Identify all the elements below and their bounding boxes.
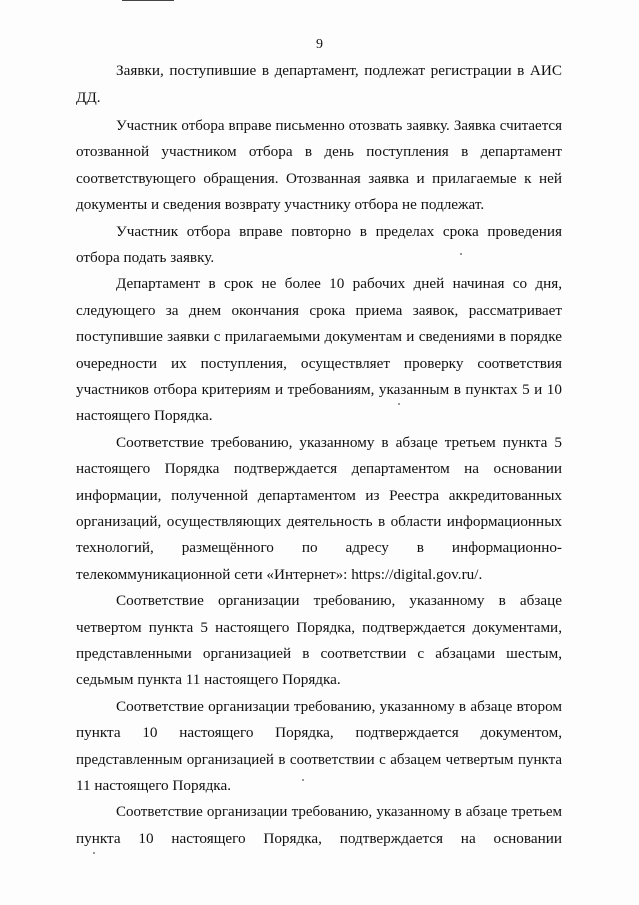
text-line: очередности их поступления, осуществляет проверку соответствия (76, 355, 562, 372)
text-line: 11 настоящего Порядка. (76, 777, 231, 794)
scan-speck (398, 403, 400, 405)
text-line: участников отбора критериям и требованиям, указанным в пунктах 5 и 10 (76, 381, 562, 398)
scan-speck (302, 779, 304, 781)
text-line: Участник отбора вправе письменно отозвать заявку. Заявка считается (116, 118, 562, 134)
text-line: Соответствие организации требованию, указанному в абзаце втором (116, 698, 562, 715)
text-line: технологий, размещённого по адресу в информационно- (76, 539, 562, 556)
text-line: Соответствие требованию, указанному в абзаце третьем пункта 5 (116, 434, 562, 451)
scan-edge-mark (122, 0, 174, 1)
text-line: документы и сведения возврату участнику отбора не подлежат. (76, 196, 485, 213)
text-line: пункта 10 настоящего Порядка, подтверждается на основании (76, 830, 562, 847)
text-line: телекоммуникационной сети «Интернет»: https://digital.gov.ru/. (76, 566, 483, 583)
text-line: Заявки, поступившие в департамент, подлежат регистрации в АИС (116, 62, 562, 79)
text-line: Соответствие организации требованию, указанному в абзаце (116, 592, 562, 609)
text-line: Участник отбора вправе повторно в пределах срока проведения (116, 223, 562, 240)
text-line: представленными организацией в соответствии с абзацами шестым, (76, 645, 562, 662)
scan-speck (460, 253, 462, 255)
text-line: представленным организацией в соответствии с абзацем четвертым пункта (76, 752, 562, 768)
text-line: следующего за днем окончания срока приема заявок, рассматривает (76, 302, 562, 319)
text-line: организаций, осуществляющих деятельность в области информационных (76, 513, 562, 530)
text-line: информации, полученной департаментом из Реестра аккредитованных (76, 487, 562, 504)
text-line: пункта 10 настоящего Порядка, подтверждается документом, (76, 724, 562, 741)
text-line: Департамент в срок не более 10 рабочих дней начиная со дня, (116, 275, 562, 292)
text-line: четвертом пункта 5 настоящего Порядка, подтверждается документами, (76, 619, 562, 636)
text-line: соответствующего обращения. Отозванная заявка и прилагаемые к ней (76, 170, 562, 187)
page-number: 9 (316, 37, 323, 52)
text-line: поступившие заявки с прилагаемыми документам и сведениями в порядке (76, 328, 562, 345)
text-line: отозванной участником отбора в день поступления в департамент (76, 143, 562, 160)
text-line: отбора подать заявку. (76, 249, 215, 266)
text-line: настоящего Порядка. (76, 407, 213, 424)
text-line: ДД. (76, 89, 101, 106)
scan-speck (93, 852, 95, 854)
text-line: настоящего Порядка подтверждается департаментом на основании (76, 460, 562, 477)
text-line: седьмым пункта 11 настоящего Порядка. (76, 671, 341, 688)
text-line: Соответствие организации требованию, указанному в абзаце третьем (116, 804, 562, 820)
